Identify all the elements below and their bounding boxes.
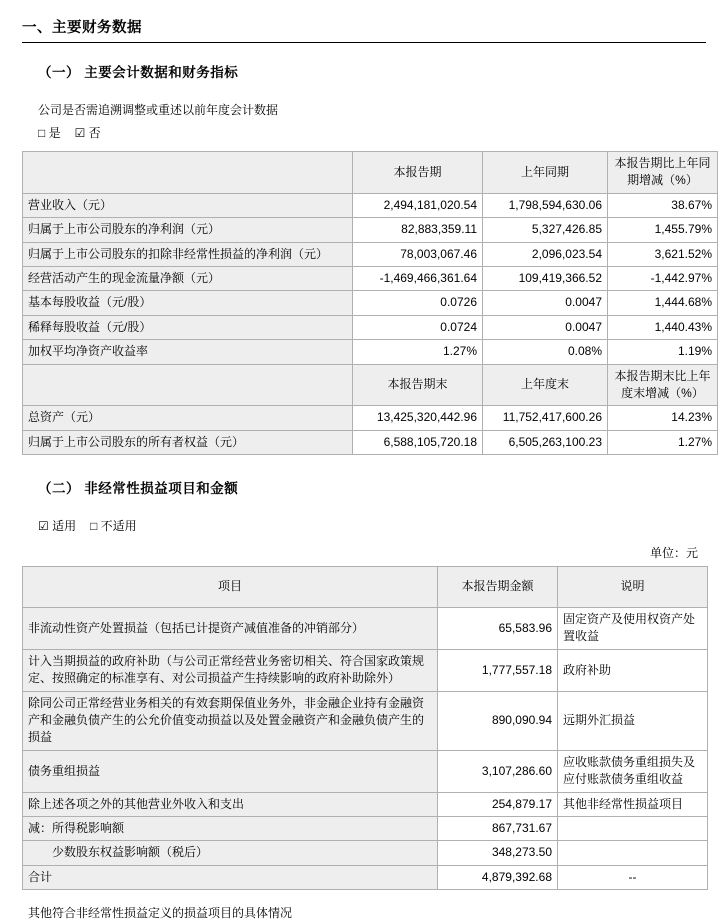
row-value-prior: 5,327,426.85 xyxy=(483,218,608,242)
row-value-current: 0.0724 xyxy=(353,315,483,339)
row-item: 除同公司正常经营业务相关的有效套期保值业务外，非金融企业持有金融资产和金融负债产生的公允价值变动损益以及处置金融资产和金融负债产生的损益 xyxy=(23,691,438,750)
row-amount: 348,273.50 xyxy=(438,841,558,865)
non-recurring-items-table xyxy=(22,566,708,890)
row-value-current: -1,469,466,361.64 xyxy=(353,266,483,290)
table-row xyxy=(23,649,708,691)
row-description: 固定资产及使用权资产处置收益 xyxy=(558,608,708,650)
row-description: 政府补助 xyxy=(558,649,708,691)
row-item: 计入当期损益的政府补助（与公司正常经营业务密切相关、符合国家政策规定、按照确定的标准享有、对公司损益产生持续影响的政府补助除外） xyxy=(23,649,438,691)
unit-label: 单位：元 xyxy=(649,546,698,561)
table-row xyxy=(23,841,708,865)
subsection-title-2: （二） 非经常性损益项目和金额 xyxy=(38,481,239,497)
subsection-title-1: （一） 主要会计数据和财务指标 xyxy=(38,65,239,80)
row-amount: 890,090.94 xyxy=(438,691,558,750)
col-header-description: 说明 xyxy=(558,567,708,608)
row-amount: 867,731.67 xyxy=(438,816,558,840)
table-row xyxy=(23,193,718,217)
row-value-change: 38.67% xyxy=(608,193,718,217)
table-row xyxy=(23,291,718,315)
row-amount: 254,879.17 xyxy=(438,792,558,816)
row-value-current: 1.27% xyxy=(353,340,483,364)
row-value-prior: 11,752,417,600.26 xyxy=(483,406,608,430)
row-value-prior: 0.08% xyxy=(483,340,608,364)
row-value-current: 0.0726 xyxy=(353,291,483,315)
table-row xyxy=(23,315,718,339)
row-value-change: 1,444.68% xyxy=(608,291,718,315)
applicability-checkboxes xyxy=(38,517,706,534)
row-item: 非流动性资产处置损益（包括已计提资产减值准备的冲销部分） xyxy=(23,608,438,650)
table-row xyxy=(23,691,708,750)
row-value-prior: 0.0047 xyxy=(483,315,608,339)
col-header-blank xyxy=(23,152,353,194)
row-value-change: -1,442.97% xyxy=(608,266,718,290)
row-label: 经营活动产生的现金流量净额（元） xyxy=(23,266,353,290)
col-header-amount: 本报告期金额 xyxy=(438,567,558,608)
col-header-prior-period: 上年同期 xyxy=(483,152,608,194)
table-header-row xyxy=(23,152,718,194)
main-financial-table xyxy=(22,151,718,455)
table-row xyxy=(23,218,718,242)
row-value-current: 82,883,359.11 xyxy=(353,218,483,242)
row-label: 基本每股收益（元/股） xyxy=(23,291,353,315)
table-header-row xyxy=(23,567,708,608)
row-value-current: 2,494,181,020.54 xyxy=(353,193,483,217)
row-value-current: 78,003,067.46 xyxy=(353,242,483,266)
row-value-change: 1.19% xyxy=(608,340,718,364)
row-amount: 3,107,286.60 xyxy=(438,750,558,792)
table-row-total xyxy=(23,865,708,889)
row-item: 债务重组损益 xyxy=(23,750,438,792)
checkbox-applicable[interactable]: ☑ 适用 xyxy=(38,519,77,534)
row-value-change: 14.23% xyxy=(608,406,718,430)
col-header-change-2: 本报告期末比上年度末增减（%） xyxy=(608,364,718,406)
table-row xyxy=(23,792,708,816)
row-label: 归属于上市公司股东的净利润（元） xyxy=(23,218,353,242)
row-label: 营业收入（元） xyxy=(23,193,353,217)
col-header-change: 本报告期比上年同期增减（%） xyxy=(608,152,718,194)
table-row xyxy=(23,608,708,650)
table-row xyxy=(23,750,708,792)
page-title: 一、主要财务数据 xyxy=(22,20,142,36)
table-row xyxy=(23,816,708,840)
row-description xyxy=(558,841,708,865)
footer-note: 其他符合非经常性损益定义的损益项目的具体情况 xyxy=(28,906,293,921)
row-item: 减：所得税影响额 xyxy=(23,816,438,840)
table-row xyxy=(23,430,718,454)
table-row xyxy=(23,406,718,430)
row-item: 合计 xyxy=(23,865,438,889)
retro-adjust-checkboxes xyxy=(38,124,706,141)
row-value-current: 6,588,105,720.18 xyxy=(353,430,483,454)
checkbox-not-applicable[interactable]: □ 不适用 xyxy=(90,519,137,534)
row-amount: 65,583.96 xyxy=(438,608,558,650)
table-row xyxy=(23,266,718,290)
row-item: 少数股东权益影响额（税后） xyxy=(23,841,438,865)
row-label: 总资产（元） xyxy=(23,406,353,430)
row-value-prior: 0.0047 xyxy=(483,291,608,315)
row-value-current: 13,425,320,442.96 xyxy=(353,406,483,430)
row-label: 归属于上市公司股东的扣除非经常性损益的净利润（元） xyxy=(23,242,353,266)
row-label: 稀释每股收益（元/股） xyxy=(23,315,353,339)
table-row xyxy=(23,340,718,364)
row-description: 远期外汇损益 xyxy=(558,691,708,750)
row-value-change: 3,621.52% xyxy=(608,242,718,266)
row-label: 加权平均净资产收益率 xyxy=(23,340,353,364)
row-value-prior: 109,419,366.52 xyxy=(483,266,608,290)
table-row xyxy=(23,242,718,266)
row-amount: 4,879,392.68 xyxy=(438,865,558,889)
row-value-change: 1,455.79% xyxy=(608,218,718,242)
checkbox-yes[interactable]: □ 是 xyxy=(38,126,61,140)
row-value-change: 1.27% xyxy=(608,430,718,454)
row-label: 归属于上市公司股东的所有者权益（元） xyxy=(23,430,353,454)
retro-adjust-note: 公司是否需追溯调整或重述以前年度会计数据 xyxy=(38,103,279,117)
col-header-current-period: 本报告期 xyxy=(353,152,483,194)
col-header-period-end: 本报告期末 xyxy=(353,364,483,406)
row-value-prior: 1,798,594,630.06 xyxy=(483,193,608,217)
col-header-prior-year-end: 上年度末 xyxy=(483,364,608,406)
row-amount: 1,777,557.18 xyxy=(438,649,558,691)
row-value-change: 1,440.43% xyxy=(608,315,718,339)
row-value-prior: 2,096,023.54 xyxy=(483,242,608,266)
table-header-row-2 xyxy=(23,364,718,406)
row-description: 其他非经常性损益项目 xyxy=(558,792,708,816)
row-description: -- xyxy=(558,865,708,889)
row-item: 除上述各项之外的其他营业外收入和支出 xyxy=(23,792,438,816)
title-divider xyxy=(22,42,706,43)
col-header-item: 项目 xyxy=(23,567,438,608)
col-header-blank-2 xyxy=(23,364,353,406)
row-description: 应收账款债务重组损失及应付账款债务重组收益 xyxy=(558,750,708,792)
row-value-prior: 6,505,263,100.23 xyxy=(483,430,608,454)
checkbox-no[interactable]: ☑ 否 xyxy=(74,126,101,140)
row-description xyxy=(558,816,708,840)
